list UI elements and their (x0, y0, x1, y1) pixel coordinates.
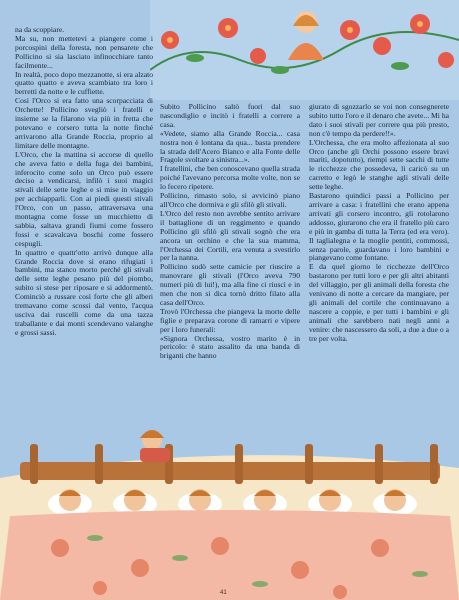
quilt (0, 510, 459, 600)
paragraph: Subito Pollicino saltò fuori dal suo nascondiglio e incitò i fratelli a correre a casa. (160, 102, 300, 129)
paragraph: «Signora Orchessa, vostro marito è in pericolo: è stato assalito da una banda di briganti che hanno (160, 333, 300, 361)
paragraph: Bastarono quindici passi a Pollicino per arrivare a casa: i fratellini che erano appena arrivati gli corsero incontro, gli rotolarono addosso, giurarono che era il fratello più caro e più in gamba di tutta la Terra (ed era vero). Il taglialegna e la moglie pentiti, commossi, senza parole, guardavano i loro bambini e piangevano come fontane. (309, 191, 449, 263)
page-number: 41 (220, 590, 227, 596)
paragraph: In quattro e quattr'otto arrivò dunque alla Grande Roccia dove si erano rifugiati i bambini, ma stanco morto perché gli stivali delle sette leghe pesano più del piombo, subito si stese per riposare e si addormentò. Cominciò a russare così forte che gli alberi tremavano come scossi dal vento, l'acqua usciva dai ruscelli come da una tazza traballante e dai monti scendevano valanghe e grossi sassi. (15, 247, 153, 337)
sleeping-children-illustration (0, 408, 459, 600)
paragraph: Pollicino, rimasto solo, si avvicinò piano all'Orco che dormiva e gli sfilò gli stivali. (160, 191, 300, 209)
paragraph: I fratellini, che ben conoscevano quella strada poiché l'avevano percorsa molte volte, non se lo fecero ripetere. (160, 164, 300, 192)
paragraph: L'Orchessa, che era molto affezionata al suo Orco (anche gli Orchi possono essere bravi mariti, dopotutto), riempì sette sacchi di tutte le ricchezze che possedeva, li caricò su un carretto e legò le stanghe agli stivali delle sette leghe. (309, 137, 449, 192)
paragraph: «Vedete, siamo alla Grande Roccia... casa nostra non è lontana da qua... basta prendere la strada dell'Acero Bianco e alla Fonte delle Fragole svoltare a sinistra...». (160, 128, 300, 165)
paragraph: E da quel giorno le ricchezze dell'Orco bastarono per tutti loro e per gli altri abitanti del villaggio, per gli animali della foresta che venivano di notte a cercare da mangiare, per gli animali del cortile che continuavano a nascere a coppie, e per tutti i bambini e gli animali che sarebbero nati negli anni a venire: che nascessero da soli, a due a due o a tre per volta. (309, 262, 449, 343)
paragraph: giurato di sgozzarlo se voi non consegnerete subito tutto l'oro e il denaro che avete... Mi ha dato i suoi stivali per correre qua più presto, non c'è tempo da perdere!!». (309, 102, 449, 138)
paragraph: Pollicino sudò sette camicie per riuscire a manovrare gli stivali (l'Orco aveva 790 numeri più di lui!), ma alla fine ci riuscì e in men che non si dica tornò dritto filato alla casa dell'Orco. (160, 262, 300, 307)
paragraph: L'Orco, che la mattina si accorse di quello che aveva fatto e della fuga dei bambini, inferocito come solo un Orco può essere deciso a vendicarsi, infilò i suoi magici stivali delle sette leghe e si mise in viaggio per acchiapparli. Con ai piedi questi stivali l'Orco, con un passo, attraversava una montagna come fosse un mucchietto di sabbia, saltava grandi fiumi come fossero fossi e scavalcava boschi come fossero cespugli. (15, 149, 153, 248)
paragraph: na da scoppiare. (15, 25, 65, 34)
text-column-3 (309, 103, 449, 343)
paragraph: Ma su, non mettetevi a piangere come i porcospini della foresta, non pensarete che Pollicino si sia lasciato infinocchiare tanto facilmente... (15, 33, 153, 70)
text-column-1 (15, 26, 153, 338)
paragraph: L'Orco del resto non avrebbe sentito arrivare il battaglione di un reggimento e quando Pollicino gli sfilò gli stivali sognò che era ancora un orchino e che la sua mamma, l'Orchessa dei Cortili, era venuta a svestirlo per la nanna. (160, 208, 300, 263)
flower-decoration-top (150, 0, 459, 100)
paragraph: In realtà, poco dopo mezzanotte, si era alzato quatto quatto e aveva scambiato tra loro i berretti da notte e le cuffiette. (15, 69, 153, 97)
text-column-2 (160, 103, 300, 361)
paragraph: Così l'Orco si era fatto una scorpacciata di Orchette! Pollicino svegliò i fratelli e insieme se la filarono via più in fretta che potevano e corsero tutta la notte finché arrivarono alla Grande Roccia, proprio al limitare delle montagne. (15, 96, 153, 150)
paragraph: Trovò l'Orchessa che piangeva la morte delle figlie e preparava corone di ramarri e vipere per i loro funerali: (160, 306, 300, 334)
